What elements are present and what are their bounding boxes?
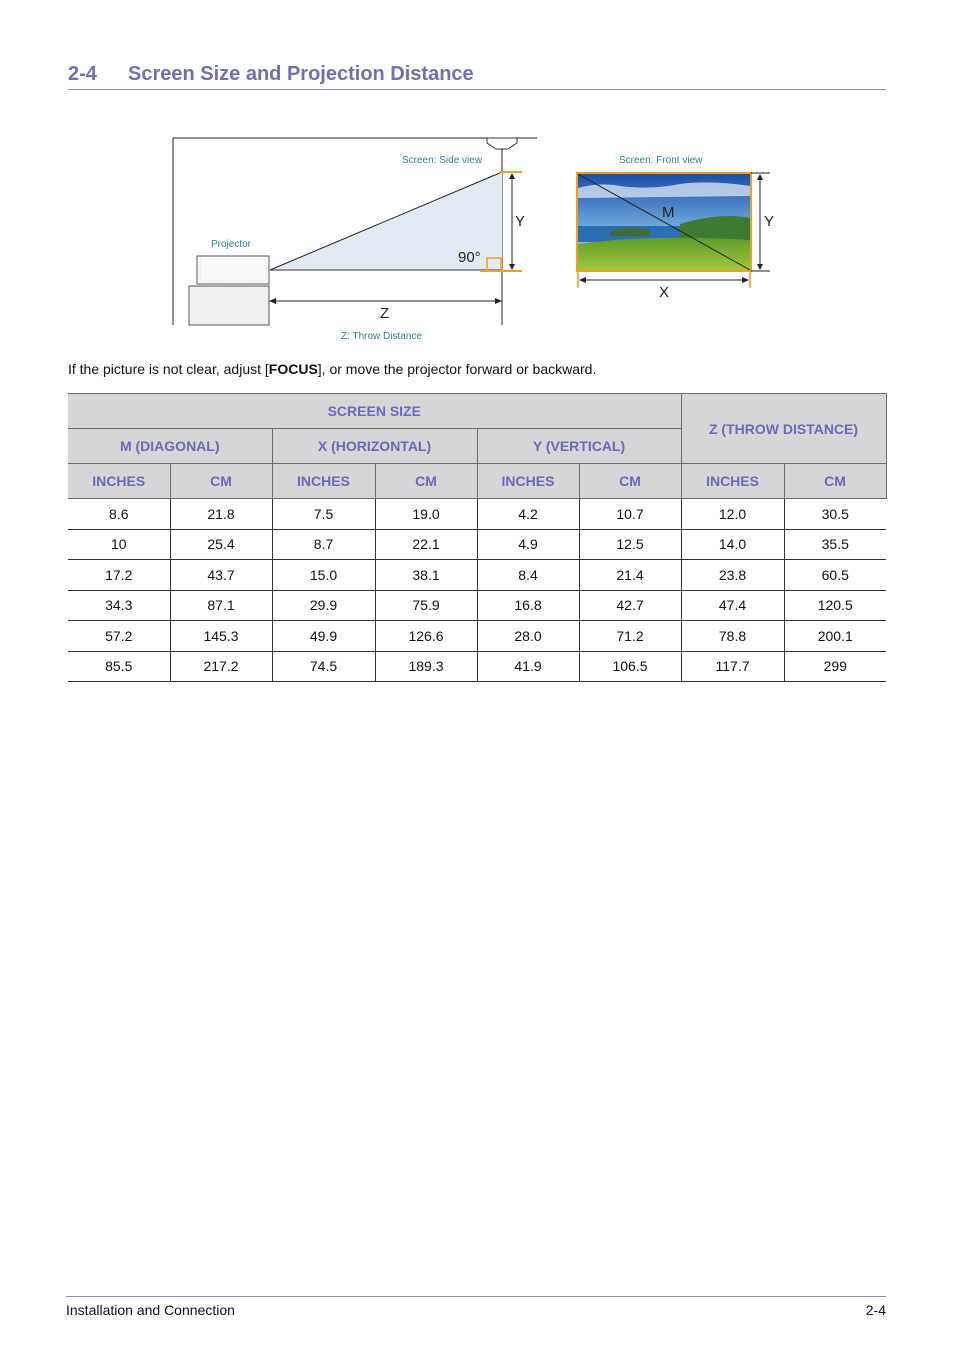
side-view xyxy=(173,138,537,325)
table-cell: 34.3 xyxy=(68,590,170,621)
table-row xyxy=(68,529,886,560)
table-cell: 35.5 xyxy=(784,529,886,560)
projection-diagram xyxy=(0,0,954,360)
ceiling-mount-icon xyxy=(487,138,517,149)
table-cell: 15.0 xyxy=(272,560,375,591)
m-label: M xyxy=(662,204,675,221)
table-cell: 87.1 xyxy=(170,590,272,621)
throw-distance-label: Z: Throw Distance xyxy=(341,331,422,342)
table-cell: 41.9 xyxy=(477,651,579,682)
side-y-label: Y xyxy=(515,213,526,230)
table-cell: 28.0 xyxy=(477,621,579,652)
table-cell: 12.0 xyxy=(681,499,784,530)
page-footer xyxy=(66,1296,886,1323)
footer-page-number: 2-4 xyxy=(865,1302,886,1318)
table-cell: 120.5 xyxy=(784,590,886,621)
unit-header: INCHES xyxy=(272,464,375,499)
table-cell: 10 xyxy=(68,529,170,560)
front-view-label: Screen: Front view xyxy=(619,155,703,166)
table-body xyxy=(68,499,886,682)
table-row xyxy=(68,590,886,621)
note-bold: FOCUS xyxy=(268,361,318,377)
table-cell: 71.2 xyxy=(579,621,681,652)
section-title: Screen Size and Projection Distance xyxy=(128,63,474,85)
table-cell: 19.0 xyxy=(375,499,477,530)
table-cell: 200.1 xyxy=(784,621,886,652)
table-cell: 74.5 xyxy=(272,651,375,682)
table-cell: 106.5 xyxy=(579,651,681,682)
table-cell: 22.1 xyxy=(375,529,477,560)
unit-header: CM xyxy=(170,464,272,499)
side-view-label: Screen: Side view xyxy=(402,155,483,166)
vertical-header: Y (VERTICAL) xyxy=(477,429,681,464)
table-row xyxy=(68,621,886,652)
table-cell: 38.1 xyxy=(375,560,477,591)
note-before: If the picture is not clear, adjust [ xyxy=(68,361,269,377)
table-cell: 78.8 xyxy=(681,621,784,652)
table-row xyxy=(68,560,886,591)
unit-header: INCHES xyxy=(477,464,579,499)
section-number: 2-4 xyxy=(68,63,97,85)
projector-label: Projector xyxy=(211,239,252,250)
table-cell: 75.9 xyxy=(375,590,477,621)
table-cell: 299 xyxy=(784,651,886,682)
table-cell: 12.5 xyxy=(579,529,681,560)
footer-chapter: Installation and Connection xyxy=(66,1302,235,1318)
horizontal-header: X (HORIZONTAL) xyxy=(272,429,477,464)
unit-header: CM xyxy=(579,464,681,499)
table-cell: 49.9 xyxy=(272,621,375,652)
projection-distance-table xyxy=(68,393,887,682)
unit-header: CM xyxy=(784,464,886,499)
table-cell: 21.8 xyxy=(170,499,272,530)
front-y-label: Y xyxy=(764,213,775,230)
table-cell: 8.4 xyxy=(477,560,579,591)
throw-distance-header: Z (THROW DISTANCE) xyxy=(681,394,886,464)
table-row xyxy=(68,651,886,682)
table-cell: 16.8 xyxy=(477,590,579,621)
table-cell: 85.5 xyxy=(68,651,170,682)
table-cell: 8.7 xyxy=(272,529,375,560)
unit-header: CM xyxy=(375,464,477,499)
table-cell: 29.9 xyxy=(272,590,375,621)
table-cell: 23.8 xyxy=(681,560,784,591)
table-cell: 42.7 xyxy=(579,590,681,621)
unit-header: INCHES xyxy=(681,464,784,499)
table-row xyxy=(68,499,886,530)
front-view xyxy=(577,173,770,288)
table-cell: 60.5 xyxy=(784,560,886,591)
table-cell: 117.7 xyxy=(681,651,784,682)
table-cell: 4.9 xyxy=(477,529,579,560)
table-cell: 7.5 xyxy=(272,499,375,530)
table-cell: 14.0 xyxy=(681,529,784,560)
projector-stand xyxy=(189,286,269,325)
screen-size-header: SCREEN SIZE xyxy=(68,394,681,429)
table-cell: 4.2 xyxy=(477,499,579,530)
table-cell: 8.6 xyxy=(68,499,170,530)
table-cell: 47.4 xyxy=(681,590,784,621)
table-cell: 217.2 xyxy=(170,651,272,682)
table-cell: 126.6 xyxy=(375,621,477,652)
table-cell: 25.4 xyxy=(170,529,272,560)
unit-header: INCHES xyxy=(68,464,170,499)
projector-icon xyxy=(197,256,269,284)
focus-note xyxy=(68,360,596,378)
note-after: ], or move the projector forward or backward. xyxy=(317,361,597,377)
diagonal-header: M (DIAGONAL) xyxy=(68,429,272,464)
table-cell: 30.5 xyxy=(784,499,886,530)
table-cell: 57.2 xyxy=(68,621,170,652)
angle-label: 90° xyxy=(458,249,481,266)
table-cell: 189.3 xyxy=(375,651,477,682)
table-cell: 145.3 xyxy=(170,621,272,652)
table-cell: 43.7 xyxy=(170,560,272,591)
z-label: Z xyxy=(380,305,390,322)
table-cell: 17.2 xyxy=(68,560,170,591)
x-label: X xyxy=(659,284,670,301)
table-cell: 21.4 xyxy=(579,560,681,591)
table-cell: 10.7 xyxy=(579,499,681,530)
